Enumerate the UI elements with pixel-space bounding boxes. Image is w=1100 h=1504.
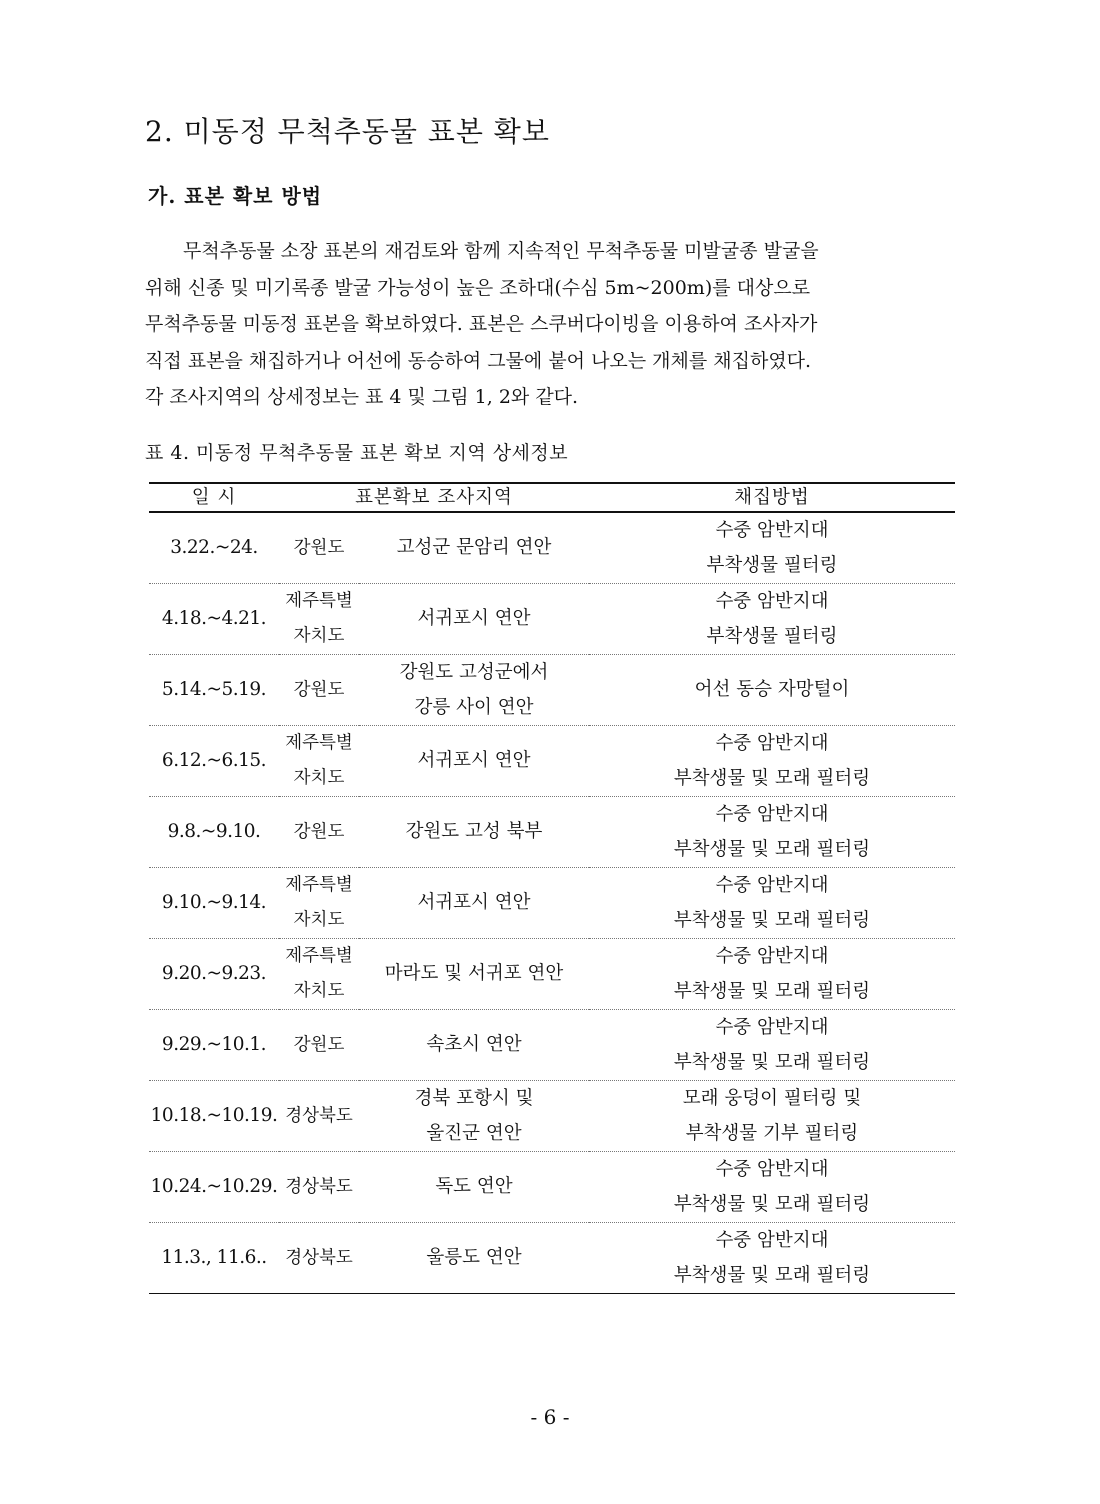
cell-site [359,868,589,939]
cell-method-line: 부착생물 및 모래 필터링 [673,768,871,789]
cell-site-line: 서귀포시 연안 [417,750,531,771]
cell-site [359,1081,589,1152]
cell-site-line: 속초시 연안 [426,1034,522,1055]
paragraph-line: 위해 신종 및 미기록종 발굴 가능성이 높은 조하대(수심 5m~200m)를 대상으로 [145,276,811,299]
table-row [149,584,955,655]
cell-method-line: 부착생물 필터링 [706,626,838,647]
cell-site [359,797,589,868]
cell-site [359,512,589,584]
cell-date-text: 6.12.~6.15. [161,750,267,771]
cell-method-line: 부착생물 및 모래 필터링 [673,1265,871,1286]
cell-method-line: 수중 암반지대 [715,733,829,754]
cell-method-line: 부착생물 및 모래 필터링 [673,981,871,1002]
cell-method-line: 모래 웅덩이 필터링 및 [682,1088,862,1109]
cell-method-line: 수중 암반지대 [715,1017,829,1038]
cell-region-line: 제주특별 [285,733,353,753]
table-row [149,1223,955,1294]
cell-date [149,939,279,1010]
cell-date [149,868,279,939]
cell-date [149,1081,279,1152]
cell-method [589,939,955,1010]
cell-region-line: 제주특별 [285,946,353,966]
table-row [149,512,955,584]
cell-method [589,512,955,584]
cell-date [149,797,279,868]
cell-date-text: 9.29.~10.1. [161,1034,267,1055]
table-row [149,868,955,939]
cell-region-line: 경상북도 [285,1248,353,1268]
cell-region-line: 경상북도 [285,1177,353,1197]
table-row [149,1010,955,1081]
cell-site-line: 서귀포시 연안 [417,608,531,629]
cell-region [279,939,359,1010]
cell-site-line: 독도 연안 [435,1176,513,1197]
cell-method [589,1010,955,1081]
table-body [149,512,955,1294]
cell-site [359,584,589,655]
cell-site [359,655,589,726]
cell-date [149,512,279,584]
cell-region [279,726,359,797]
cell-region [279,1223,359,1294]
cell-region-line: 강원도 [293,538,345,558]
table-row [149,1081,955,1152]
cell-region-line: 자치도 [293,768,345,788]
table-row [149,797,955,868]
cell-date-text: 10.24.~10.29. [150,1176,278,1197]
cell-method [589,726,955,797]
cell-region [279,584,359,655]
table-row [149,655,955,726]
cell-region [279,1081,359,1152]
cell-method [589,797,955,868]
cell-method-line: 부착생물 및 모래 필터링 [673,1194,871,1215]
paragraph-line: 각 조사지역의 상세정보는 표 4 및 그림 1, 2와 같다. [145,386,579,408]
cell-method-line: 수중 암반지대 [715,520,829,541]
table-row [149,939,955,1010]
paragraph-line: 무척추동물 미동정 표본을 확보하였다. 표본은 스쿠버다이빙을 이용하여 조사자가 [145,313,818,335]
sub-title: 가. 표본 확보 방법 [148,184,323,208]
cell-site-line: 마라도 및 서귀포 연안 [384,963,564,984]
cell-method-line: 수중 암반지대 [715,946,829,967]
cell-date-text: 9.20.~9.23. [161,963,267,984]
header-site: 표본확보 조사지역 [279,483,589,512]
cell-date-text: 4.18.~4.21. [161,608,267,629]
cell-date-text: 5.14.~5.19. [161,679,267,700]
cell-date-text: 9.10.~9.14. [161,892,267,913]
cell-site-line: 울릉도 연안 [426,1247,522,1268]
cell-site [359,1223,589,1294]
cell-date-text: 3.22.~24. [170,537,258,558]
cell-site-line: 강원도 고성 북부 [405,821,543,842]
cell-method-line: 수중 암반지대 [715,1230,829,1251]
cell-method-line: 수중 암반지대 [715,875,829,896]
cell-method-line: 부착생물 및 모래 필터링 [673,910,871,931]
cell-site [359,939,589,1010]
cell-region [279,797,359,868]
cell-date [149,1010,279,1081]
paragraph-line: 직접 표본을 채집하거나 어선에 동승하여 그물에 붙어 나오는 개체를 채집하였다. [145,349,812,372]
cell-date [149,584,279,655]
cell-site-line: 경북 포항시 및 [414,1088,534,1109]
cell-method [589,1223,955,1294]
cell-region [279,655,359,726]
cell-date-text: 10.18.~10.19. [150,1105,278,1126]
cell-date [149,726,279,797]
cell-method-line: 부착생물 및 모래 필터링 [673,1052,871,1073]
cell-region-line: 제주특별 [285,591,353,611]
cell-site-line: 고성군 문암리 연안 [396,537,552,558]
cell-date-text: 9.8.~9.10. [167,821,261,842]
cell-site-line: 강원도 고성군에서 [399,662,549,683]
cell-method-line: 수중 암반지대 [715,804,829,825]
cell-date [149,655,279,726]
cell-method-line: 수중 암반지대 [715,1159,829,1180]
header-date: 일 시 [149,483,279,512]
cell-date [149,1152,279,1223]
cell-method [589,1081,955,1152]
section-title: 2. 미동정 무척추동물 표본 확보 [145,115,550,148]
cell-region-line: 자치도 [293,626,345,646]
cell-date [149,1223,279,1294]
cell-site [359,726,589,797]
header-method: 채집방법 [589,483,955,512]
cell-site-line: 울진군 연안 [426,1123,522,1144]
cell-region-line: 제주특별 [285,875,353,895]
cell-method [589,1152,955,1223]
table-row [149,726,955,797]
table-header-row [149,483,955,512]
cell-method-line: 어선 동승 자망털이 [694,679,850,700]
cell-region-line: 자치도 [293,981,345,1001]
cell-region-line: 강원도 [293,1035,345,1055]
cell-region-line: 강원도 [293,680,345,700]
cell-region-line: 강원도 [293,822,345,842]
paragraph-line: 무척추동물 소장 표본의 재검토와 함께 지속적인 무척추동물 미발굴종 발굴을 [183,240,819,262]
cell-site-line: 강릉 사이 연안 [414,697,534,718]
cell-region [279,1010,359,1081]
sampling-sites-table [149,482,955,1294]
cell-date-text: 11.3., 11.6.. [161,1247,267,1268]
cell-region-line: 경상북도 [285,1106,353,1126]
cell-site [359,1010,589,1081]
cell-site [359,1152,589,1223]
cell-method [589,584,955,655]
table-caption: 표 4. 미동정 무척추동물 표본 확보 지역 상세정보 [145,442,569,464]
cell-method [589,655,955,726]
cell-site-line: 서귀포시 연안 [417,892,531,913]
cell-region [279,512,359,584]
cell-region [279,1152,359,1223]
cell-region [279,868,359,939]
cell-method-line: 수중 암반지대 [715,591,829,612]
cell-region-line: 자치도 [293,910,345,930]
cell-method-line: 부착생물 및 모래 필터링 [673,839,871,860]
body-paragraph [145,233,957,416]
page-number: - 6 - [530,1405,570,1429]
table-row [149,1152,955,1223]
cell-method [589,868,955,939]
cell-method-line: 부착생물 필터링 [706,555,838,576]
cell-method-line: 부착생물 기부 필터링 [685,1123,859,1144]
